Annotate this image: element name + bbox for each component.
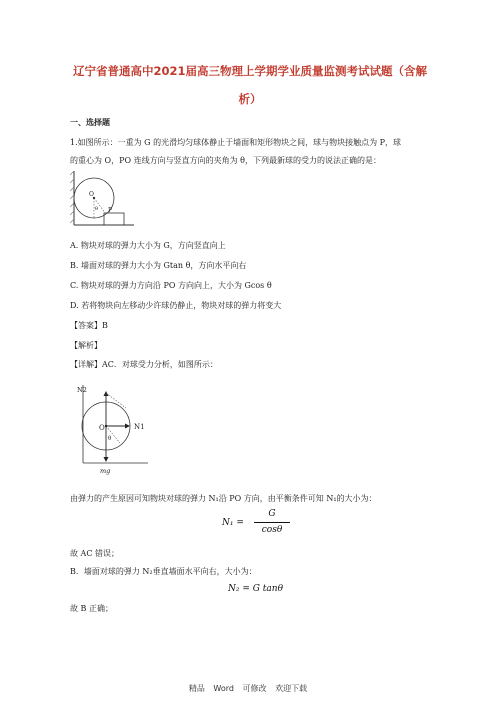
figure1-label-p: P [108,207,113,214]
fraction-bar [254,522,290,523]
figure2-label-o: O [99,424,105,432]
question-1-line1: 1.如图所示：一重为 G 的光滑均匀球体静止于墙面和矩形物块之间，球与物块接触点为 P，球 [70,138,402,147]
figure2-label-theta: θ [108,436,112,442]
document-title-line2: 析） [238,92,262,106]
option-b: B. 墙面对球的弹力大小为 Gtan θ，方向水平向右 [70,261,247,270]
figure2-label-n1: N1 [134,423,145,431]
option-a: A. 物块对球的弹力大小为 G，方向竖直向上 [70,241,226,250]
figure-force-diagram [68,383,154,479]
text-n1-explanation: 由弹力的产生原因可知物块对球的弹力 N₁沿 PO 方向，由平衡条件可知 N₁的大小为： [70,494,377,503]
conclusion-ac: 故 AC 错误； [70,549,119,558]
option-d: D. 若将物块向左移动少许球仍静止，物块对球的弹力将变大 [70,301,282,310]
answer-label: 【答案】B [70,321,108,330]
formula-n1-denominator: cosθ [261,525,283,535]
section-heading: 一、选择题 [70,117,110,127]
analysis-label: 【解析】 [70,341,102,350]
figure1-label-o: O [89,191,94,198]
formula-n1-numerator: G [268,509,276,519]
option-c: C. 物块对球的弹力方向沿 PO 方向向上，大小为 Gcos θ [70,281,272,290]
figure2-label-n2: N2 [77,386,87,394]
figure2-label-mg: mg [100,467,111,475]
figure1-label-theta: θ [95,206,99,212]
detail-label: 【详解】AC．对球受力分析，如图所示： [70,360,218,369]
formula-n1 [222,509,302,541]
formula-n2: N₂ = G tanθ [228,584,283,594]
figure-ball-wall-block [70,169,136,227]
conclusion-b: 故 B 正确； [70,604,113,613]
formula-n1-lhs: N₁ = [222,518,244,528]
text-b-explanation: B．墙面对球的弹力 N₂垂直墙面水平向右，大小为： [70,567,257,576]
document-title-line1: 辽宁省普通高中2021届高三物理上学期学业质量监测考试试题（含解 [72,64,427,78]
page-footer: 精品 Word 可修改 欢迎下载 [188,684,308,693]
question-1-line2: 的重心为 O，PO 连线方向与竖直方向的夹角为 θ，下列最新球的受力的说法正确的是： [70,156,381,165]
